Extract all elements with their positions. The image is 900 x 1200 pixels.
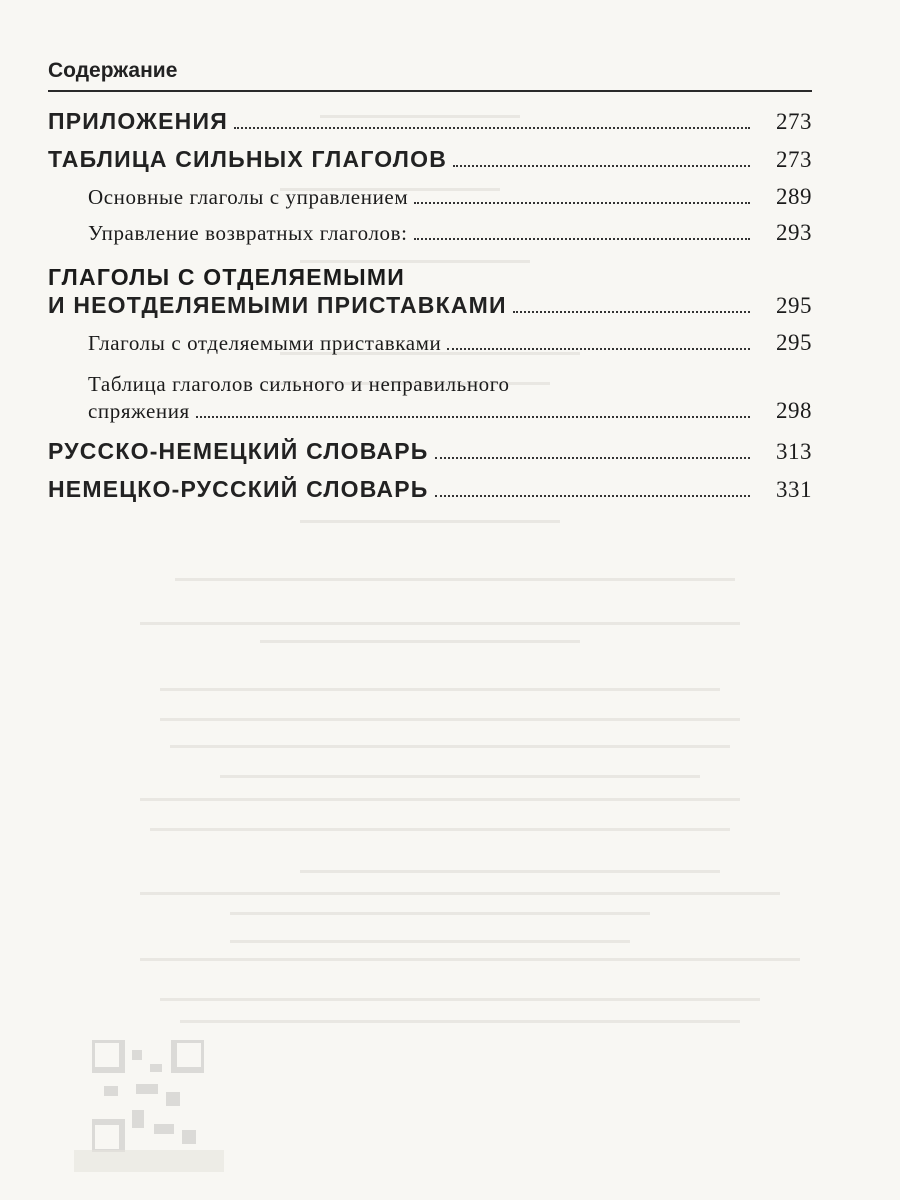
show-through-line — [160, 718, 740, 721]
show-through-stripe — [74, 1150, 224, 1172]
toc-entry-title: Управление возвратных глаголов: — [88, 221, 408, 245]
toc-entry — [48, 438, 812, 476]
show-through-line — [230, 940, 630, 943]
show-through-line — [140, 622, 740, 625]
toc-subentry — [48, 220, 812, 256]
toc-page-number: 298 — [776, 398, 812, 423]
toc-page-number: 331 — [776, 477, 812, 502]
toc-page-number: 273 — [776, 109, 812, 134]
toc-page-number: 313 — [776, 439, 812, 464]
toc-page-number: 295 — [776, 293, 812, 318]
toc-entry-title: РУССКО-НЕМЕЦКИЙ СЛОВАРЬ — [48, 438, 429, 464]
toc-page-number: 295 — [776, 330, 812, 355]
toc-entry-title: НЕМЕЦКО-РУССКИЙ СЛОВАРЬ — [48, 476, 429, 502]
toc-entry-title: спряжения — [88, 399, 190, 423]
dot-leader — [513, 311, 750, 313]
dot-leader — [414, 202, 750, 204]
toc-subentry — [48, 398, 812, 438]
toc-entry-title: ТАБЛИЦА СИЛЬНЫХ ГЛАГОЛОВ — [48, 146, 448, 172]
show-through-line — [160, 688, 720, 691]
dot-leader — [234, 127, 750, 129]
dot-leader — [196, 416, 750, 418]
dot-leader — [447, 348, 750, 350]
show-through-line — [220, 775, 700, 778]
page-title: Содержание — [48, 59, 178, 82]
show-through-line — [175, 578, 735, 581]
toc-entry — [48, 146, 812, 184]
show-through-line — [140, 958, 800, 961]
show-through-line — [160, 998, 760, 1001]
dot-leader — [435, 457, 750, 459]
toc-entry — [48, 476, 812, 514]
toc-entry-title: ПРИЛОЖЕНИЯ — [48, 108, 228, 134]
toc-entry-title: Глаголы с отделяемыми приставками — [88, 331, 442, 355]
toc-page-number: 293 — [776, 220, 812, 245]
toc-page-number: 273 — [776, 147, 812, 172]
dot-leader — [453, 165, 750, 167]
show-through-line — [300, 870, 720, 873]
dot-leader — [414, 238, 750, 240]
toc-entry-title: Основные глаголы с управлением — [88, 185, 409, 209]
toc-entry-title: И НЕОТДЕЛЯЕМЫМИ ПРИСТАВКАМИ — [48, 292, 507, 318]
show-through-line — [230, 912, 650, 915]
page-header — [48, 58, 812, 92]
toc-subentry — [48, 330, 812, 370]
toc-entry-title-line: Таблица глаголов сильного и неправильного — [88, 372, 510, 396]
toc-page-number: 289 — [776, 184, 812, 209]
dot-leader — [435, 495, 750, 497]
table-of-contents — [48, 108, 812, 514]
show-through-qr-code — [92, 1040, 204, 1152]
show-through-line — [260, 640, 580, 643]
toc-entry-title-line: ГЛАГОЛЫ С ОТДЕЛЯЕМЫМИ — [48, 264, 405, 290]
show-through-line — [150, 828, 730, 831]
show-through-line — [140, 892, 780, 895]
toc-entry — [48, 108, 812, 146]
toc-subentry — [48, 184, 812, 220]
show-through-line — [180, 1020, 740, 1023]
show-through-line — [300, 520, 560, 523]
toc-entry — [48, 292, 812, 330]
show-through-line — [140, 798, 740, 801]
show-through-line — [170, 745, 730, 748]
